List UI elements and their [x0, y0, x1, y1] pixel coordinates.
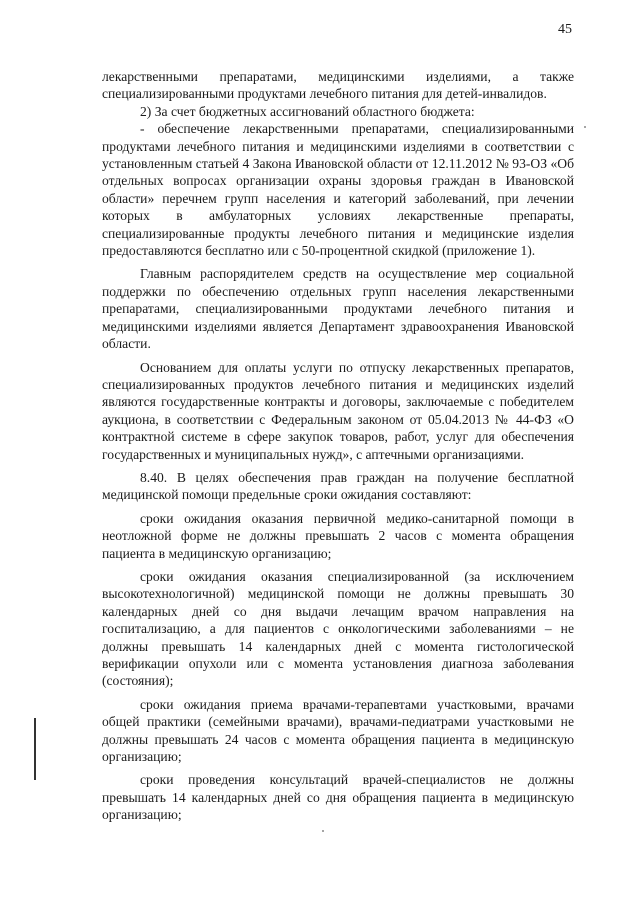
page-number: 45	[558, 22, 572, 37]
paragraph-therapist-visits: сроки ожидания приема врачами-терапевтами участковыми, врачами общей практики (семейными врачами), врачами-педиатрами участковыми не должны превышать 24 часов с момента обращения пациента в медицинскую организацию;	[102, 696, 574, 765]
scan-speck	[584, 126, 586, 128]
paragraph-specialized-care: сроки ожидания оказания специализированной (за исключением высокотехнологичной) медицинской помощи не должны превышать 30 календарных дней со дня выдачи лечащим врачом направления на госпитализацию, а для пациентов с онкологическими заболеваниями – не должны превышать 14 календарных дней с момента гистологической верификации опухоли или с момента установления диагноза заболевания (состояния);	[102, 568, 574, 689]
document-text	[102, 68, 574, 824]
paragraph-chief-manager: Главным распорядителем средств на осуществление мер социальной поддержки по обеспечению отдельных групп населения лекарственными препаратами, специализированными продуктами лечебного питания и медицинскими изделиями является Департамент здравоохранения Ивановской области.	[102, 266, 574, 352]
paragraph-provision-list: - обеспечение лекарственными препаратами, специализированными продуктами лечебного питания и медицинскими изделиями в соответствии с установленным статьей 4 Закона Ивановской области от 12.11.2012 № 93-ОЗ «Об отдельных вопросах организации охраны здоровья граждан в Ивановской области» перечнем групп населения и категорий заболеваний, при лечении которых в амбулаторных условиях лекарственные препараты, специализированные продукты лечебного питания и медицинские изделия предоставляются бесплатно или с 50-процентной скидкой (приложение 1).	[102, 121, 574, 259]
paragraph-waiting-times: 8.40. В целях обеспечения прав граждан на получение бесплатной медицинской помощи предельные сроки ожидания составляют:	[102, 469, 574, 503]
margin-scan-mark	[34, 718, 36, 780]
paragraph-regional-budget: 2) За счет бюджетных ассигнований областного бюджета:	[140, 103, 475, 119]
paragraph-urgent-care: сроки ожидания оказания первичной медико-санитарной помощи в неотложной форме не должны превышать 2 часов с момента обращения пациента в медицинскую организацию;	[102, 510, 574, 561]
paragraph-payment-basis: Основанием для оплаты услуги по отпуску лекарственных препаратов, специализированных продуктов лечебного питания и медицинских изделий являются государственные контракты и договоры, заключаемые с победителем аукциона, в соответствии с Федеральным законом от 05.04.2013 № 44-ФЗ «О контрактной системе в сфере закупок товаров, работ, услуг для обеспечения государственных и муниципальных нужд», с аптечными организациями.	[102, 359, 574, 462]
paragraph-specialist-consultations: сроки проведения консультаций врачей-специалистов не должны превышать 14 календарных дней со дня обращения пациента в медицинскую организацию;	[102, 772, 574, 823]
paragraph-continuation: лекарственными препаратами, медицинскими изделиями, а также специализированными продуктами лечебного питания для детей-инвалидов.	[102, 69, 574, 102]
scan-speck	[322, 830, 324, 832]
